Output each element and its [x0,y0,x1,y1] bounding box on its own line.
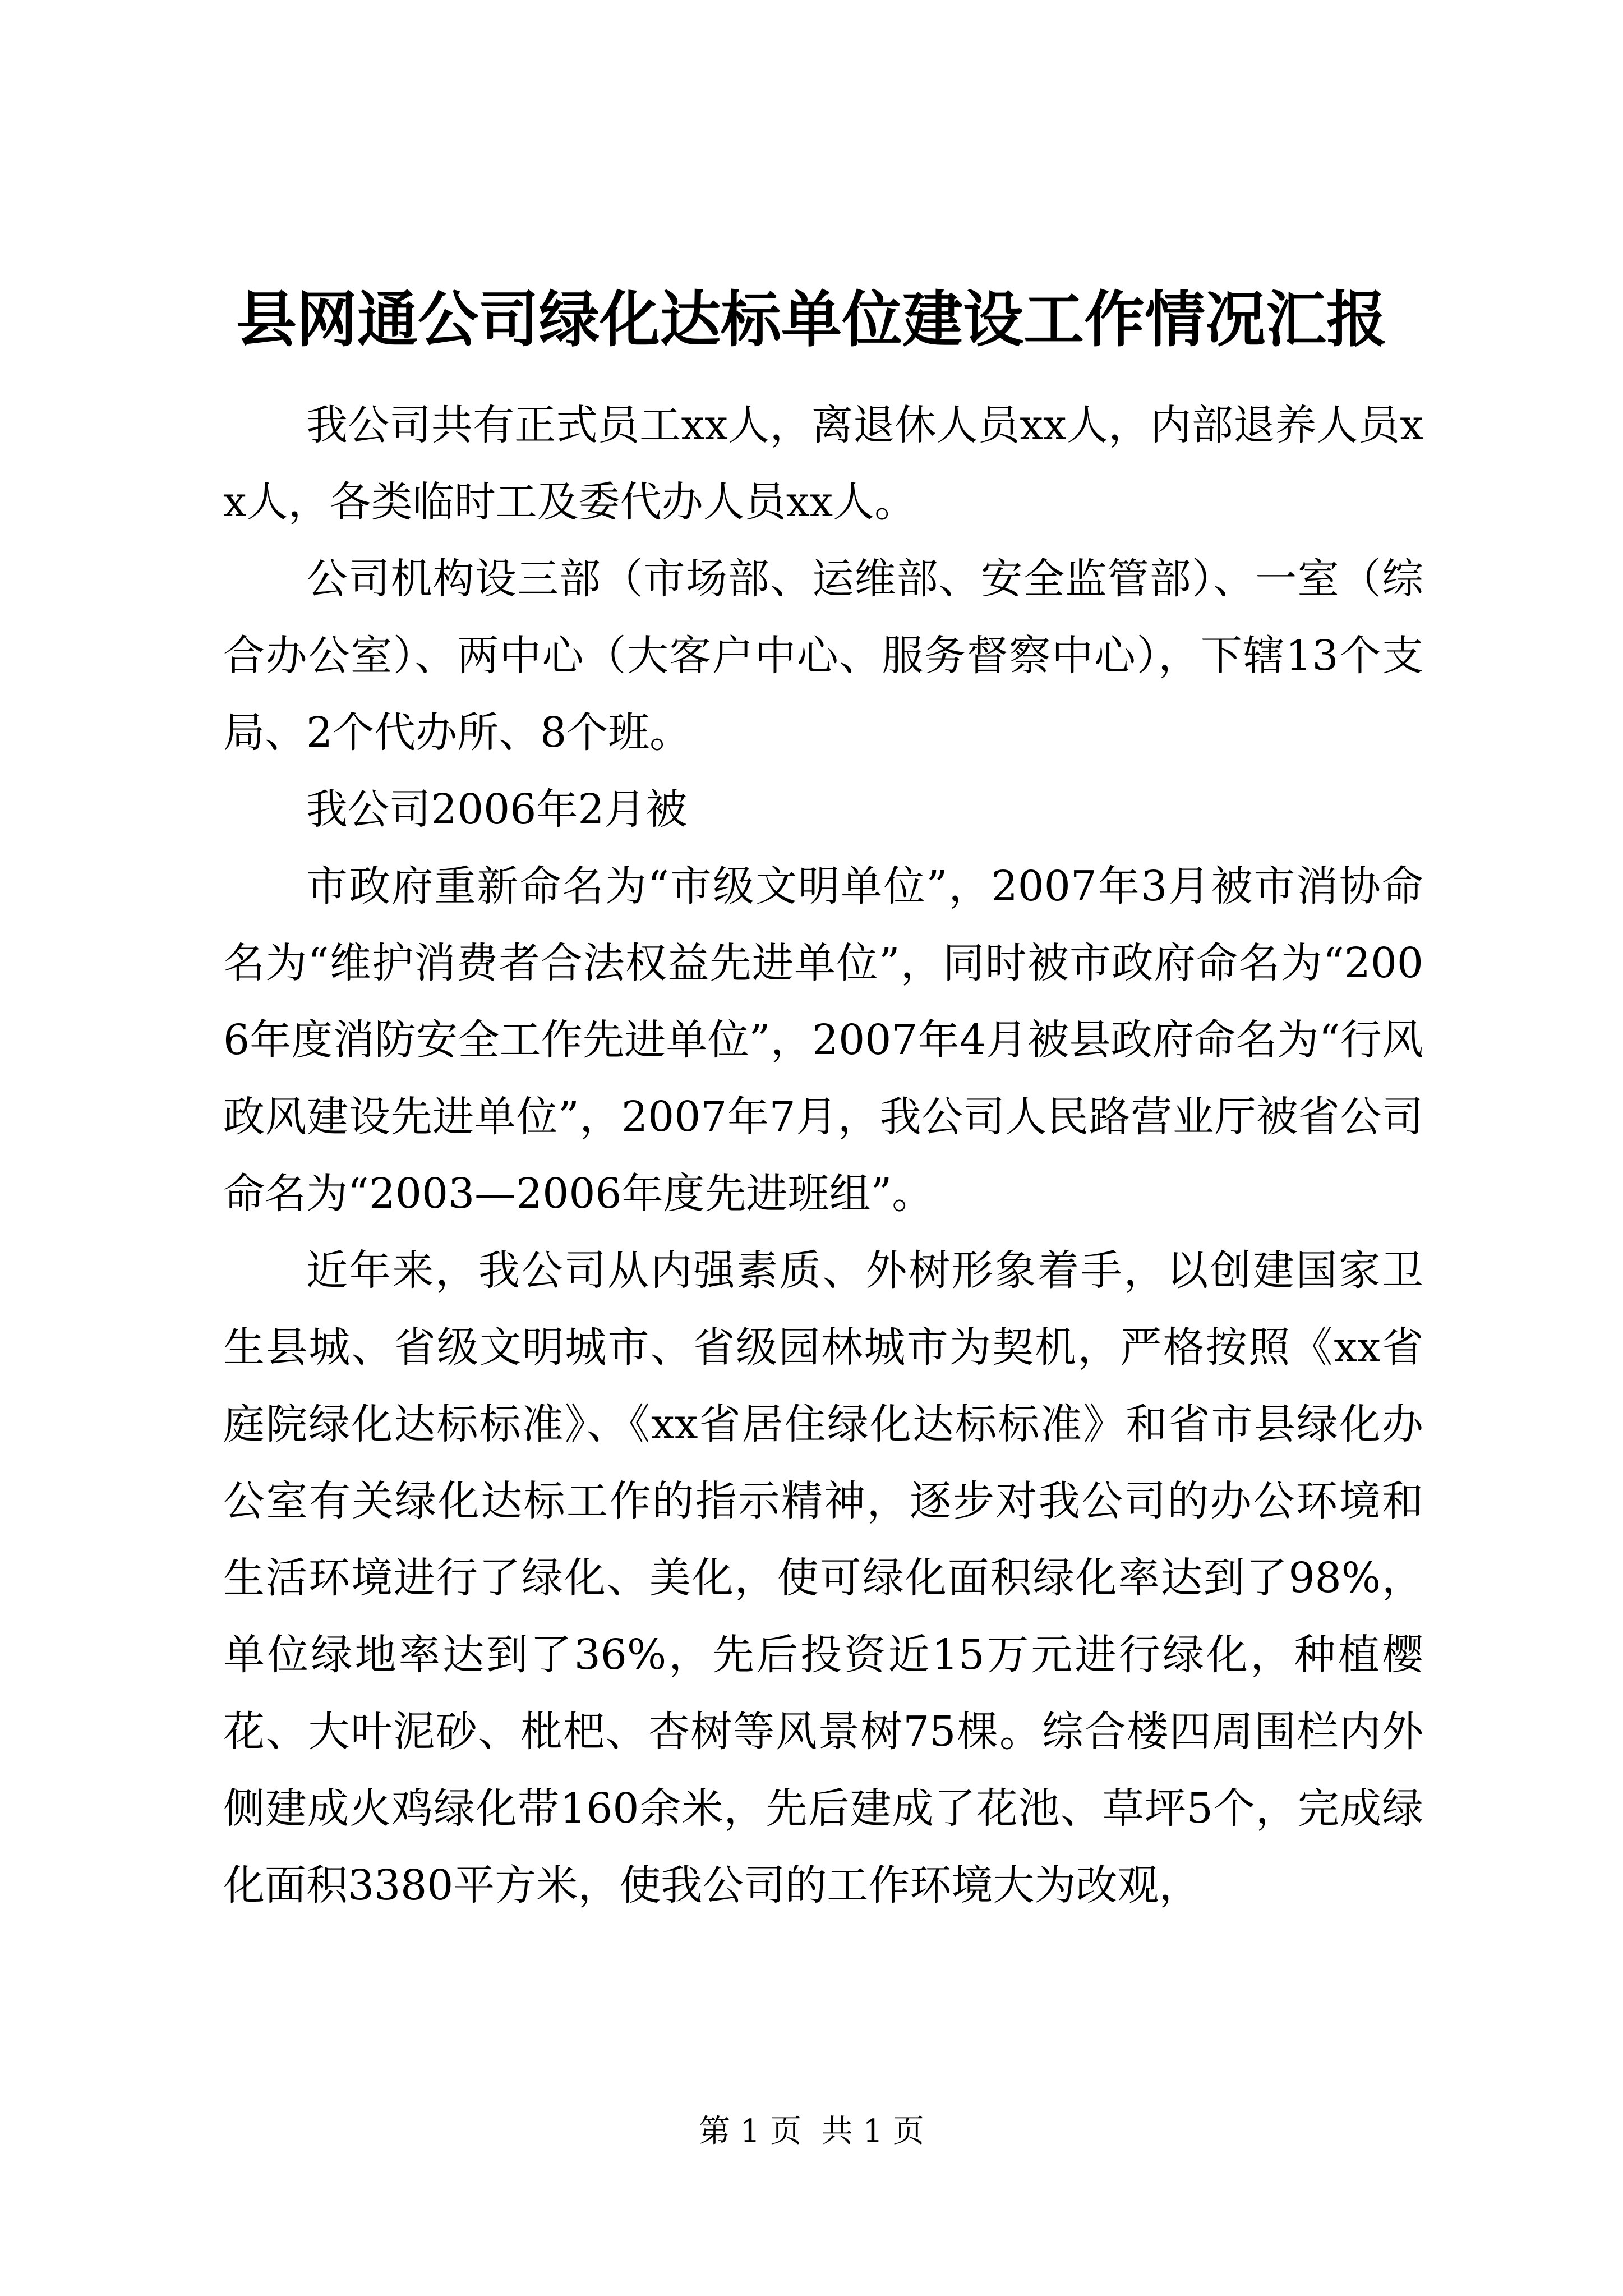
paragraph-organization: 公司机构设三部（市场部、运维部、安全监管部）、一室（综合办公室）、两中心（大客户中心、服务督察中心），下辖13个支局、2个代办所、8个班。 [223,555,1423,757]
paragraph-honors-intro: 我公司2006年2月被 [306,785,688,834]
paragraph-honors: 市政府重新命名为“市级文明单位”，2007年3月被市消协命名为“维护消费者合法权益先进单位”，同时被市政府命名为“2006年度消防安全工作先进单位”，2007年4月被县政府命名为“行风政风建设先进单位”，2007年7月，我公司人民路营业厅被省公司命名为“2003—2006年度先进班组”。 [223,862,1423,1218]
page-footer: 第 1 页 共 1 页 [698,2113,925,2150]
paragraph-staff: 我公司共有正式员工xx人，离退休人员xx人，内部退养人员xx人，各类临时工及委代办人员xx人。 [223,401,1423,526]
document-title: 县网通公司绿化达标单位建设工作情况汇报 [236,284,1387,355]
document-body [223,387,1423,1924]
paragraph-greening: 近年来，我公司从内强素质、外树形象着手，以创建国家卫生县城、省级文明城市、省级园林城市为契机，严格按照《xx省庭院绿化达标标准》、《xx省居住绿化达标标准》和省市县绿化办公室有关绿化达标工作的指示精神，逐步对我公司的办公环境和生活环境进行了绿化、美化，使可绿化面积绿化率达到了98%，单位绿地率达到了36%，先后投资近15万元进行绿化，种植樱花、大叶泥砂、枇杷、杏树等风景树75棵。综合楼四周围栏内外侧建成火鸡绿化带160余米，先后建成了花池、草坪5个，完成绿化面积3380平方米，使我公司的工作环境大为改观， [223,1246,1423,1910]
